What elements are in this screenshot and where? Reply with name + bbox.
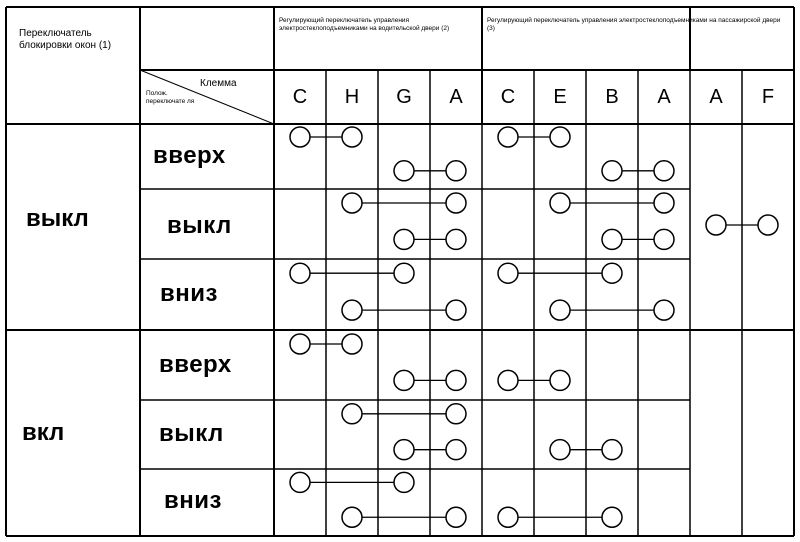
terminal-circle [602, 440, 622, 460]
terminal-circle [290, 334, 310, 354]
terminal-label: H [344, 86, 360, 108]
terminal-circle [498, 507, 518, 527]
terminal-header: Клемма [200, 78, 237, 89]
terminal-label: C [292, 86, 308, 108]
terminal-label: B [605, 86, 619, 108]
position-up: вверх [159, 351, 232, 378]
terminal-circle [290, 472, 310, 492]
terminal-circle [342, 507, 362, 527]
terminal-label: C [500, 86, 516, 108]
position-header: Полож. переключате ля [146, 90, 195, 105]
lock-state-off: выкл [26, 205, 89, 232]
terminal-circle [446, 193, 466, 213]
position-off: выкл [159, 420, 224, 447]
terminal-circle [446, 370, 466, 390]
terminal-circle [654, 193, 674, 213]
terminal-circle [498, 127, 518, 147]
terminal-circle [394, 472, 414, 492]
terminal-circle [446, 161, 466, 181]
terminal-circle [446, 300, 466, 320]
lock-switch-header: Переключатель блокировки окон (1) [19, 28, 112, 51]
terminal-circle [342, 127, 362, 147]
terminal-circle [758, 215, 778, 235]
terminal-circle [602, 507, 622, 527]
terminal-circle [550, 440, 570, 460]
terminal-circle [394, 263, 414, 283]
terminal-circle [550, 300, 570, 320]
driver-switch-header: Регулирующий переключатель управления электростеклоподъемниками на водительской двери (2) [279, 17, 450, 32]
terminal-circle [602, 229, 622, 249]
position-off: выкл [167, 212, 232, 239]
terminal-circle [342, 404, 362, 424]
terminal-label: A [657, 86, 671, 108]
terminal-circle [550, 370, 570, 390]
terminal-circle [654, 229, 674, 249]
terminal-circle [602, 263, 622, 283]
terminal-circle [550, 193, 570, 213]
terminal-circle [446, 507, 466, 527]
terminal-circle [498, 370, 518, 390]
lock-state-on: вкл [22, 419, 65, 446]
terminal-circle [446, 229, 466, 249]
position-down: вниз [164, 487, 222, 514]
terminal-circle [394, 440, 414, 460]
terminal-label: F [761, 86, 775, 108]
terminal-circle [394, 229, 414, 249]
terminal-circle [342, 300, 362, 320]
terminal-circle [394, 161, 414, 181]
terminal-label: G [396, 86, 412, 108]
terminal-circle [446, 404, 466, 424]
terminal-circle [394, 370, 414, 390]
terminal-circle [550, 127, 570, 147]
terminal-circle [342, 334, 362, 354]
terminal-label: A [449, 86, 463, 108]
terminal-circle [654, 300, 674, 320]
terminal-circle [290, 263, 310, 283]
position-up: вверх [153, 142, 226, 169]
terminal-circle [342, 193, 362, 213]
terminal-circle [498, 263, 518, 283]
position-down: вниз [160, 280, 218, 307]
terminal-circle [446, 440, 466, 460]
terminal-label: E [553, 86, 567, 108]
terminal-circle [602, 161, 622, 181]
terminal-label: A [709, 86, 723, 108]
terminal-circle [290, 127, 310, 147]
terminal-circle [654, 161, 674, 181]
passenger-switch-header: Регулирующий переключатель управления электростеклоподъемниками на пассажирской двери (3) [487, 17, 781, 32]
terminal-circle [706, 215, 726, 235]
